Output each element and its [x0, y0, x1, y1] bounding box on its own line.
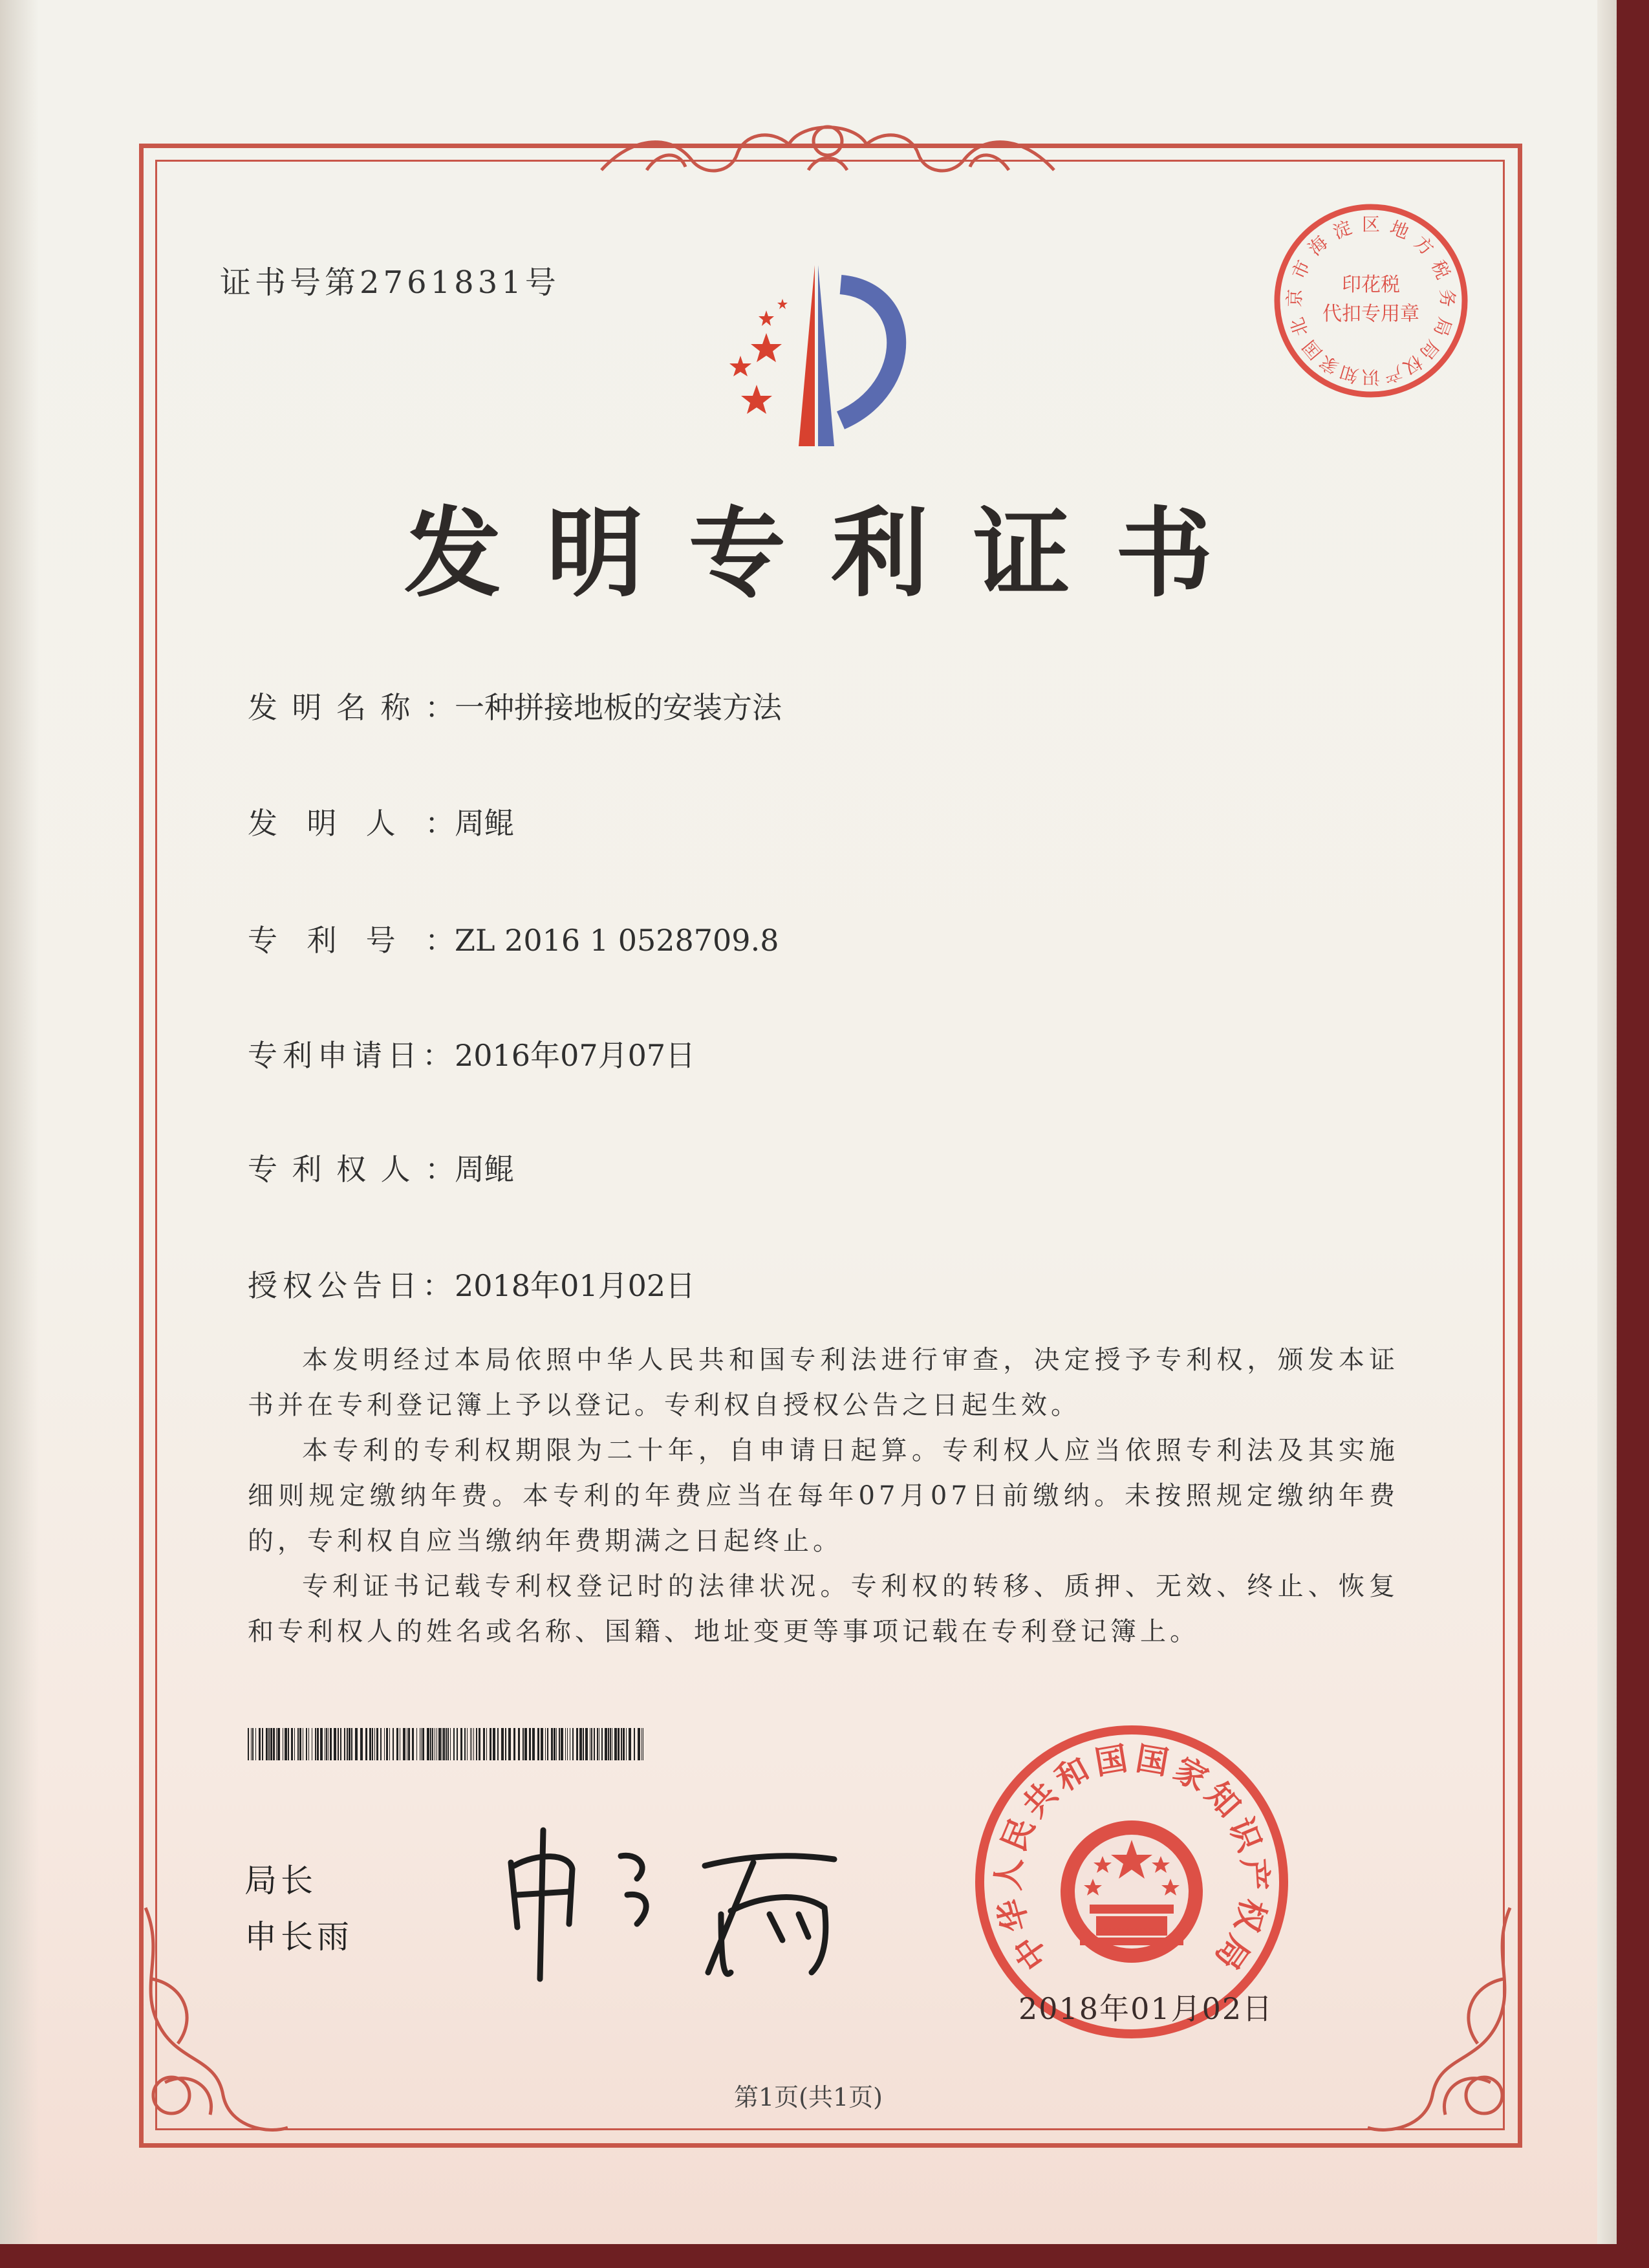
certificate-number: 证书号第2761831号 — [220, 265, 560, 301]
director-title: 局长 — [244, 1862, 317, 1899]
svg-text:国: 国 — [1298, 336, 1327, 364]
svg-text:权: 权 — [1227, 1894, 1273, 1936]
svg-text:局: 局 — [1415, 336, 1444, 364]
certificate-title: 发明专利证书 — [404, 498, 1258, 610]
field-patentee — [248, 1146, 514, 1189]
page-indicator: 第1页(共1页) — [733, 2083, 883, 2111]
svg-text:方: 方 — [1410, 232, 1438, 260]
notice-paragraph: 专利证书记载专利权登记时的法律状况。专利权的转移、质押、无效、终止、恢复和专利权人的姓名或名称、国籍、地址变更等事项记载在专利登记簿上。 — [248, 1571, 1399, 1647]
field-label: 发明名称： — [248, 690, 455, 725]
svg-text:家: 家 — [1315, 351, 1342, 379]
field-value: 周鲲 — [455, 1152, 514, 1187]
signature — [498, 1817, 847, 1985]
page-shadow — [0, 0, 39, 2244]
svg-text:海: 海 — [1304, 232, 1332, 260]
svg-text:中: 中 — [1006, 1928, 1056, 1977]
top-ornament — [595, 109, 1061, 186]
svg-text:京: 京 — [1284, 288, 1306, 308]
field-label: 发明人： — [248, 806, 455, 841]
svg-text:局: 局 — [1207, 1928, 1257, 1977]
notice-paragraph: 本专利的专利权期限为二十年，自申请日起算。专利权人应当依照专利法及其实施细则规定缴纳年费。本专利的年费应当在每年07月07日前缴纳。未按照规定缴纳年费的，专利权自应当缴纳年费期满之日起终止。 — [248, 1436, 1399, 1556]
field-grant-date — [248, 1262, 695, 1305]
field-inventor — [248, 800, 514, 843]
notice-paragraph: 本发明经过本局依照中华人民共和国专利法进行审查，决定授予专利权，颁发本证书并在专利登记簿上予以登记。专利权自授权公告之日起生效。 — [248, 1345, 1399, 1420]
svg-text:代扣专用章: 代扣专用章 — [1322, 303, 1419, 325]
field-label: 专利权人： — [248, 1152, 455, 1187]
svg-text:市: 市 — [1288, 257, 1315, 283]
page-edge — [1597, 0, 1617, 2244]
field-invention-name — [248, 684, 782, 727]
svg-text:国: 国 — [1133, 1739, 1172, 1782]
svg-text:民: 民 — [995, 1812, 1042, 1857]
field-value: ZL 2016 1 0528709.8 — [455, 923, 779, 958]
svg-text:和: 和 — [1049, 1750, 1096, 1799]
field-value: 一种拼接地板的安装方法 — [455, 690, 782, 725]
tax-stamp — [1267, 197, 1474, 404]
svg-text:识: 识 — [1221, 1812, 1269, 1857]
svg-text:权: 权 — [1399, 351, 1427, 379]
svg-text:知: 知 — [1198, 1775, 1248, 1825]
svg-text:识: 识 — [1361, 366, 1381, 388]
patent-office-logo — [702, 259, 947, 453]
svg-text:华: 华 — [991, 1894, 1036, 1936]
svg-text:知: 知 — [1337, 361, 1361, 387]
field-value: 周鲲 — [455, 806, 514, 841]
svg-text:地: 地 — [1387, 217, 1412, 244]
field-patent-number — [248, 917, 779, 960]
svg-text:国: 国 — [1092, 1739, 1130, 1782]
svg-text:区: 区 — [1361, 213, 1381, 235]
svg-text:税: 税 — [1427, 257, 1454, 283]
svg-text:北: 北 — [1286, 314, 1313, 340]
field-label: 专利申请日： — [248, 1038, 457, 1073]
svg-text:淀: 淀 — [1330, 217, 1355, 244]
field-value: 2018年01月02日 — [455, 1268, 696, 1303]
field-label: 授权公告日： — [248, 1268, 457, 1303]
svg-text:印花税: 印花税 — [1342, 274, 1400, 296]
field-label: 专利号： — [248, 923, 455, 958]
field-value: 2016年07月07日 — [455, 1038, 696, 1073]
svg-text:局: 局 — [1429, 314, 1456, 340]
svg-text:产: 产 — [1381, 361, 1405, 387]
svg-text:共: 共 — [1015, 1775, 1065, 1825]
barcode — [248, 1728, 645, 1760]
svg-text:务: 务 — [1436, 288, 1458, 308]
svg-text:家: 家 — [1167, 1750, 1214, 1799]
seal-date: 2018年01月02日 — [1018, 1991, 1274, 2026]
director-name: 申长雨 — [244, 1918, 353, 1956]
svg-text:产: 产 — [1234, 1857, 1275, 1892]
field-filing-date — [248, 1032, 695, 1075]
svg-text:人: 人 — [989, 1857, 1029, 1892]
